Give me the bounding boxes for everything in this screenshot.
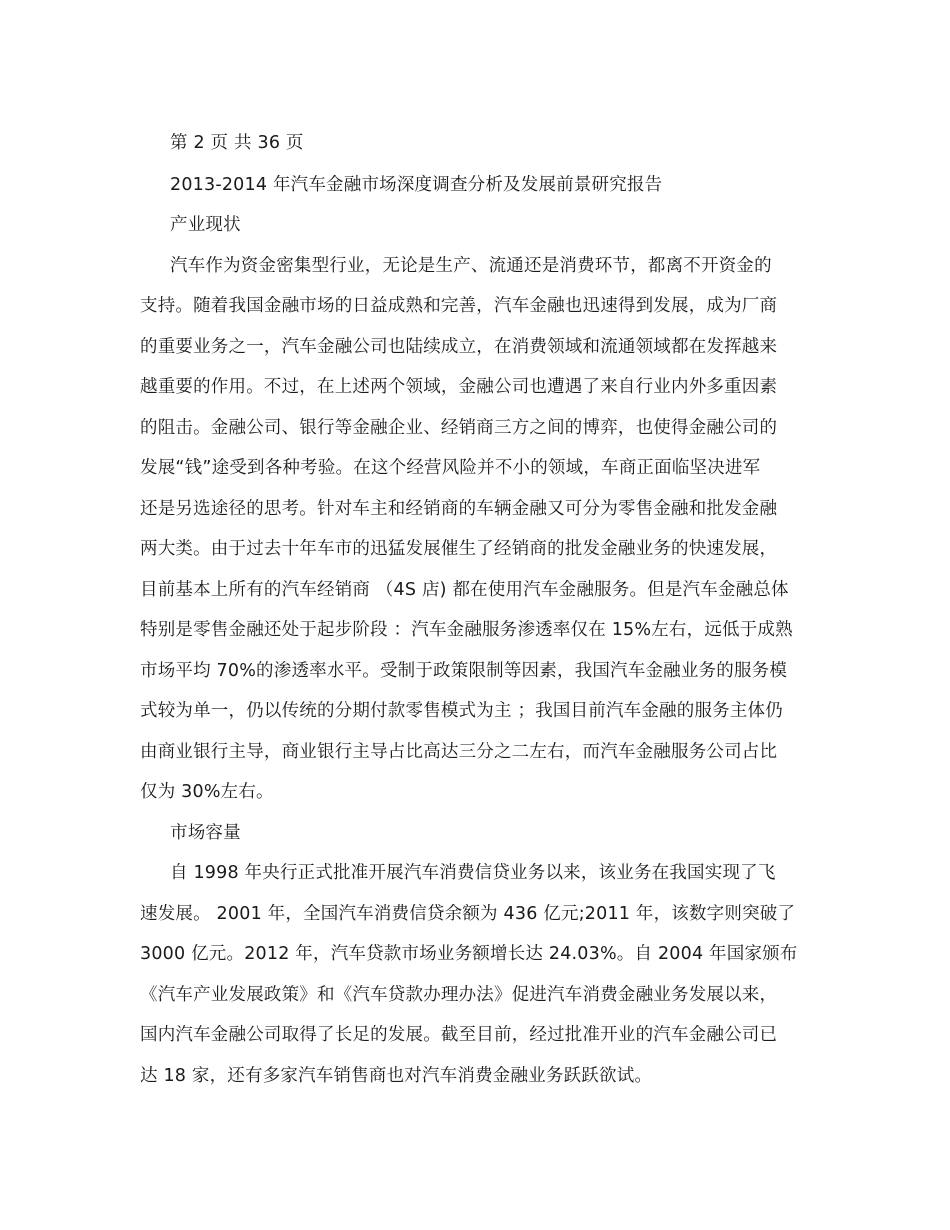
page-indicator: 第 2 页 共 36 页 [170,133,304,153]
paragraph-line: 国内汽车金融公司取得了长足的发展。截至目前，经过批准开业的汽车金融公司已 [140,1025,778,1045]
section-heading: 产业现状 [170,215,241,235]
paragraph-line: 速发展。 2001 年，全国汽车消费信贷余额为 436 亿元;2011 年，该数字则突破了 [140,904,796,924]
paragraph-line: 特别是零售金融还处于起步阶段 ：汽车金融服务渗透率仅在 15%左右，远低于成熟 [140,620,793,640]
paragraph-line: 由商业银行主导，商业银行主导占比高达三分之二左右，而汽车金融服务公司占比 [140,742,778,762]
paragraph-line: 的重要业务之一，汽车金融公司也陆续成立，在消费领域和流通领域都在发挥越来 [140,337,778,357]
paragraph-line: 发展“钱”途受到各种考验。在这个经营风险并不小的领域，车商正面临坚决进军 [140,458,761,478]
paragraph-line: 两大类。由于过去十年车市的迅猛发展催生了经销商的批发金融业务的快速发展， [140,539,778,559]
paragraph-line: 仅为 30%左右。 [140,782,274,802]
paragraph-line: 式较为单一，仍以传统的分期付款零售模式为主 ；我国目前汽车金融的服务主体仍 [140,701,783,721]
paragraph-line: 市场平均 70%的渗透率水平。受制于政策限制等因素，我国汽车金融业务的服务模 [140,661,788,681]
paragraph-line: 自 1998 年央行正式批准开展汽车消费信贷业务以来，该业务在我国实现了飞 [170,863,776,883]
paragraph-line: 3000 亿元。2012 年，汽车贷款市场业务额增长达 24.03%。自 2004 年国家颁布 [140,944,798,964]
paragraph-line: 达 18 家，还有多家汽车销售商也对汽车消费金融业务跃跃欲试。 [140,1066,653,1086]
paragraph-line: 越重要的作用。不过，在上述两个领域，金融公司也遭遇了来自行业内外多重因素 [140,377,778,397]
section-heading: 市场容量 [170,823,241,843]
paragraph-line: 《汽车产业发展政策》和《汽车贷款办理办法》促进汽车消费金融业务发展以来， [140,985,778,1005]
report-title: 2013-2014 年汽车金融市场深度调查分析及发展前景研究报告 [170,175,663,195]
paragraph-line: 目前基本上所有的汽车经销商 （4S 店) 都在使用汽车金融服务。但是汽车金融总体 [140,580,789,600]
paragraph-line: 汽车作为资金密集型行业，无论是生产、流通还是消费环节，都离不开资金的 [170,256,772,276]
paragraph-line: 还是另选途径的思考。针对车主和经销商的车辆金融又可分为零售金融和批发金融 [140,499,778,519]
paragraph-line: 支持。随着我国金融市场的日益成熟和完善，汽车金融也迅速得到发展，成为厂商 [140,296,778,316]
paragraph-line: 的阻击。金融公司、银行等金融企业、经销商三方之间的博弈，也使得金融公司的 [140,418,778,438]
